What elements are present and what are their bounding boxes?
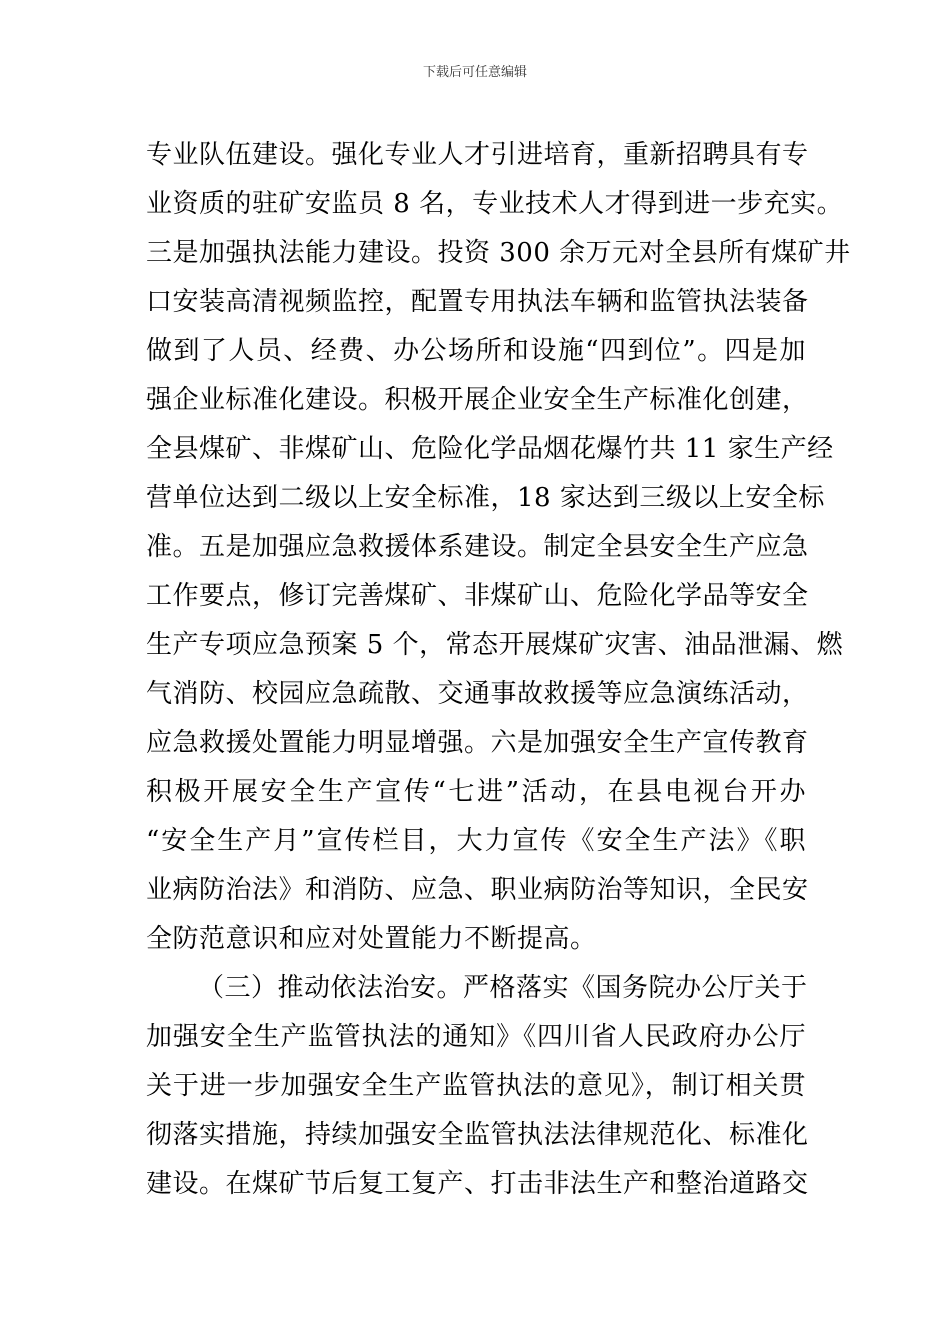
text-line: 专业队伍建设。强化专业人才引进培育，重新招聘具有专 <box>146 140 809 170</box>
section-heading-line: （三）推动依法治安。严格落实《国务院办公厅关于 <box>198 973 808 1003</box>
text-line: 气消防、校园应急疏散、交通事故救援等应急演练活动， <box>146 679 809 709</box>
paragraph-end-line: 全防范意识和应对处置能力不断提高。 <box>146 924 597 954</box>
text-line: 关于进一步加强安全生产监管执法的意见》，制订相关贯 <box>146 1071 806 1101</box>
text-line: 应急救援处置能力明显增强。六是加强安全生产宣传教育 <box>146 728 809 758</box>
text-line: 口安装高清视频监控，配置专用执法车辆和监管执法装备 <box>146 287 809 317</box>
text-line: 工作要点，修订完善煤矿、非煤矿山、危险化学品等安全 <box>146 581 809 611</box>
page-header: 下载后可任意编辑 <box>422 65 527 80</box>
text-line: 三是加强执法能力建设。投资 300 余万元对全县所有煤矿井 <box>146 238 851 268</box>
text-line: 生产专项应急预案 5 个，常态开展煤矿灾害、油品泄漏、燃 <box>146 630 844 660</box>
text-line: 彻落实措施，持续加强安全监管执法法律规范化、标准化 <box>146 1120 809 1150</box>
text-line: 加强安全生产监管执法的通知》《四川省人民政府办公厅 <box>146 1022 806 1052</box>
text-line: 营单位达到二级以上安全标准，18 家达到三级以上安全标 <box>146 483 825 513</box>
text-line: 准。五是加强应急救援体系建设。制定全县安全生产应急 <box>146 532 809 562</box>
text-line: 业病防治法》和消防、应急、职业病防治等知识，全民安 <box>146 875 809 905</box>
text-line: 建设。在煤矿节后复工复产、打击非法生产和整治道路交 <box>146 1169 809 1199</box>
text-line: “安全生产月”宣传栏目，大力宣传《安全生产法》《职 <box>146 826 806 856</box>
text-line: 业资质的驻矿安监员 8 名，专业技术人才得到进一步充实。 <box>146 189 844 219</box>
text-line: 积极开展安全生产宣传“七进”活动，在县电视台开办 <box>146 777 806 807</box>
body-text <box>146 131 851 1209</box>
text-line: 做到了人员、经费、办公场所和设施“四到位”。四是加 <box>146 336 806 366</box>
text-line: 强企业标准化建设。积极开展企业安全生产标准化创建， <box>146 385 809 415</box>
text-line: 全县煤矿、非煤矿山、危险化学品烟花爆竹共 11 家生产经 <box>146 434 834 464</box>
